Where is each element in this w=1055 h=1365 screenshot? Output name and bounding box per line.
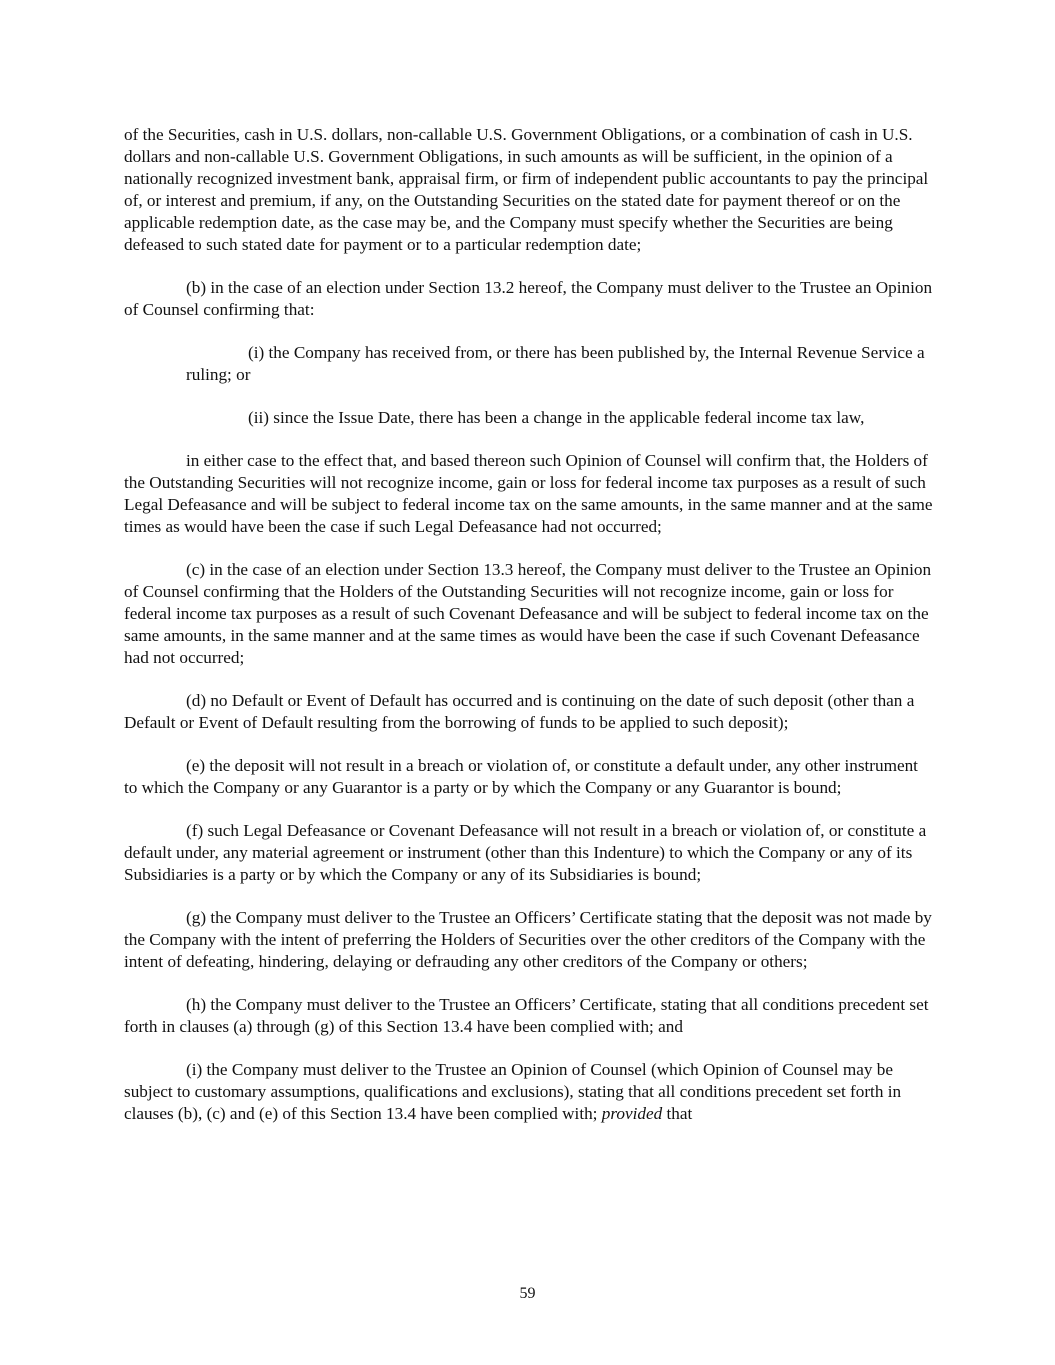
- clause-g: (g) the Company must deliver to the Trustee an Officers’ Certificate stating that the deposit was not made by the Company with the intent of preferring the Holders of Securities over the other creditors of the Company with the intent of defeating, hindering, delaying or defrauding any other creditors of the Company or others;: [124, 908, 932, 971]
- clause-b-ii: (ii) since the Issue Date, there has been a change in the applicable federal income tax law,: [248, 408, 865, 427]
- clause-i-provided: provided: [601, 1104, 663, 1123]
- page-number: 59: [519, 1285, 536, 1302]
- clause-h: (h) the Company must deliver to the Trustee an Officers’ Certificate, stating that all conditions precedent set forth in clauses (a) through (g) of this Section 13.4 have been complied with; and: [124, 995, 929, 1036]
- clause-c: (c) in the case of an election under Section 13.3 hereof, the Company must deliver to the Trustee an Opinion of Counsel confirming that the Holders of the Outstanding Securities will not recognize income, gain or loss for federal income tax purposes as a result of such Covenant Defeasance and will be subject to federal income tax on the same amounts, in the same manner and at the same times as would have been the case if such Covenant Defeasance had not occurred;: [124, 560, 932, 667]
- document-page: [124, 124, 934, 1146]
- clause-i: [124, 1059, 934, 1125]
- clause-d: (d) no Default or Event of Default has occurred and is continuing on the date of such deposit (other than a Default or Event of Default resulting from the borrowing of funds to be applied to such deposit);: [124, 691, 915, 732]
- clause-b: (b) in the case of an election under Section 13.2 hereof, the Company must deliver to the Trustee an Opinion of Counsel confirming that:: [124, 278, 933, 319]
- paragraph-continuation: of the Securities, cash in U.S. dollars, non-callable U.S. Government Obligations, or a combination of cash in U.S. dollars and non-callable U.S. Government Obligations, in such amounts as will be sufficient, in the opinion of a nationally recognized investment bank, appraisal firm, or firm of independent public accountants to pay the principal of, or interest and premium, if any, on the Outstanding Securities on the stated date for payment thereof or on the applicable redemption date, as the case may be, and the Company must specify whether the Securities are being defeased to such stated date for payment or to a particular redemption date;: [124, 125, 929, 254]
- clause-b-i: (i) the Company has received from, or there has been published by, the Internal Revenue Service a ruling; or: [186, 343, 925, 384]
- clause-e: (e) the deposit will not result in a breach or violation of, or constitute a default under, any other instrument to which the Company or any Guarantor is a party or by which the Company or any Guarantor is bound;: [124, 756, 918, 797]
- clause-i-main-text: (i) the Company must deliver to the Trustee an Opinion of Counsel (which Opinion of Counsel may be subject to customary assumptions, qualifications and exclusions), stating that all conditions precedent set forth in clauses (b), (c) and (e) of this Section 13.4 have been complied with;: [124, 1060, 902, 1123]
- clause-b-continuation: in either case to the effect that, and based thereon such Opinion of Counsel will confirm that, the Holders of the Outstanding Securities will not recognize income, gain or loss for federal income tax purposes as a result of such Legal Defeasance and will be subject to federal income tax on the same amounts, in the same manner and at the same times as would have been the case if such Legal Defeasance had not occurred;: [124, 451, 933, 536]
- clause-i-tail: that: [666, 1104, 693, 1123]
- clause-f: (f) such Legal Defeasance or Covenant Defeasance will not result in a breach or violation of, or constitute a default under, any material agreement or instrument (other than this Indenture) to which the Company or any of its Subsidiaries is a party or by which the Company or any of its Subsidiaries is bound;: [124, 821, 927, 884]
